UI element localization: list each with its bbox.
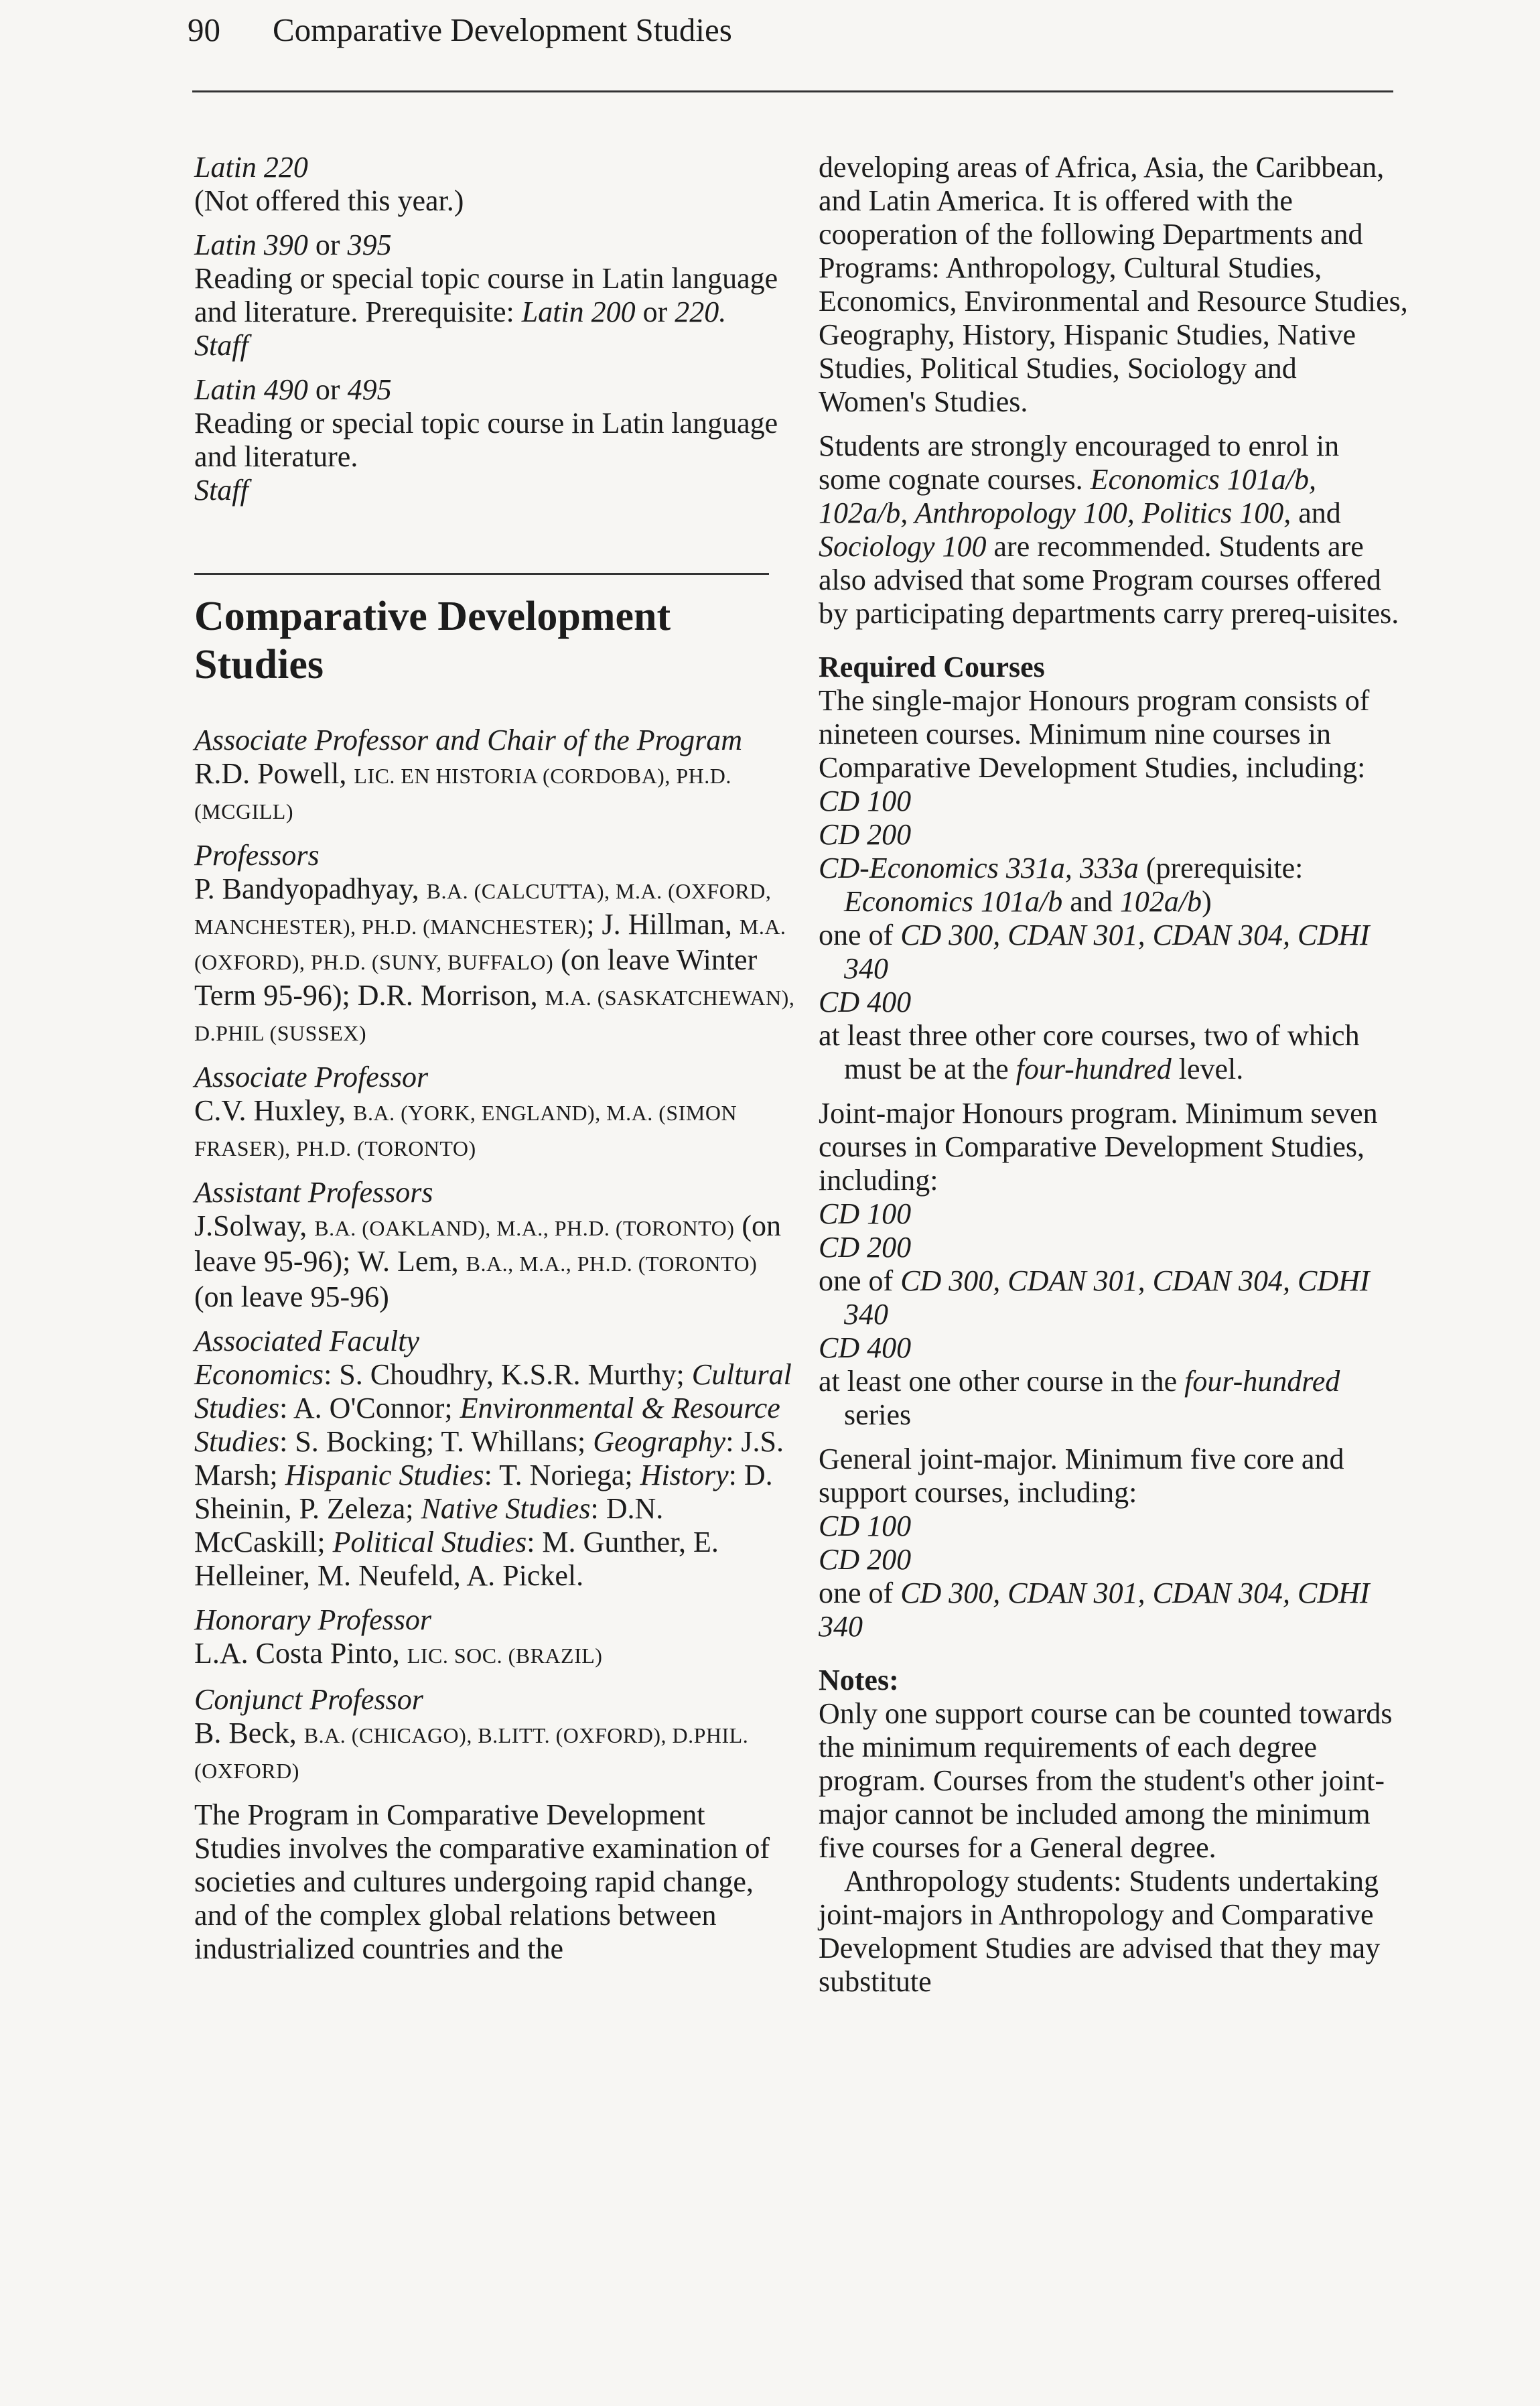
cognate-text-2: are recommended. Students are also advised that some Program courses offered by participating departments carry prereq-uisites. [819, 530, 1399, 630]
af-environmental-names: : S. Bocking; T. Whillans; [279, 1425, 593, 1458]
joint-other-text-2: series [844, 1398, 912, 1431]
honours-economics [819, 852, 1408, 919]
bandyopadhyay-name: P. Bandyopadhyay, [194, 872, 427, 905]
honours-economics-prereq-a: Economics 101a/b [844, 885, 1063, 918]
associate-entry [194, 1094, 797, 1165]
hillman-note: (on leave Winter Term 95-96); D.R. Morrison, [194, 943, 758, 1012]
program-intro: The Program in Comparative Development Studies involves the comparative examination of societies and cultures undergoing rapid change, and of the complex global relations between industrialized countries and the [194, 1798, 770, 1965]
af-political: Political Studies [332, 1526, 527, 1558]
honours-economics-and: and [1062, 885, 1120, 918]
associate-heading: Associate Professor [194, 1061, 429, 1093]
joint-other-text-1: at least one other course in the [819, 1365, 1185, 1398]
program-intro-continued: developing areas of Africa, Asia, the Caribbean, and Latin America. It is offered with the cooperation of the following Departments and Programs: Anthropology, Cultural Studies, Economics, Environmental and Resource Studies, Geography, History, Hispanic Studies, Native Studies, Political Studies, Sociology and Women's Studies. [819, 151, 1408, 418]
af-cultural-names: : A. O'Connor; [279, 1392, 460, 1424]
solway-credentials: B.A. (OAKLAND), M.A., PH.D. (TORONTO) [314, 1216, 735, 1240]
af-economics-names: : S. Choudhry, K.S.R. Murthy; [324, 1358, 692, 1391]
joint-cd200: CD 200 [819, 1231, 912, 1264]
required-heading: Required Courses [819, 651, 1045, 683]
running-title: Comparative Development Studies [273, 11, 732, 48]
solway-name: J.Solway, [194, 1209, 315, 1242]
honours-economics-close: ) [1202, 885, 1212, 918]
assistant-entry [194, 1209, 797, 1314]
chair-entry [194, 757, 797, 828]
notes-heading: Notes: [819, 1664, 899, 1696]
af-political-names: : M. Gunther, E. Helleiner, M. Neufeld, A. Pickel. [194, 1526, 719, 1592]
beck-name: B. Beck, [194, 1717, 304, 1749]
general-one-of-label: one of [819, 1577, 901, 1609]
cognate-sociology: Sociology 100 [819, 530, 987, 563]
honours-core-level: four-hundred [1016, 1053, 1172, 1085]
professors-entry [194, 872, 797, 1050]
af-native-names: : D.N. McCaskill; [194, 1492, 664, 1558]
latin-490-or: or [307, 373, 348, 406]
right-column [819, 151, 1408, 1999]
running-header [188, 7, 732, 54]
huxley-credentials: B.A. (YORK, ENGLAND), M.A. (SIMON FRASER), PH.D. (TORONTO) [194, 1101, 738, 1160]
honours-cd200: CD 200 [819, 818, 912, 851]
honours-core-text-2: level. [1171, 1053, 1244, 1085]
latin-390-title [194, 228, 797, 262]
latin-490-title [194, 373, 797, 407]
joint-one-of-label: one of [819, 1264, 901, 1297]
powell-name: R.D. Powell, [194, 757, 354, 790]
honorary-entry [194, 1637, 797, 1672]
cognate-text-1: Students are strongly encouraged to enrol in some cognate courses. [819, 429, 1340, 496]
af-economics: Economics [194, 1358, 324, 1391]
honours-one-of [819, 919, 1408, 986]
cognate-and: and [1291, 496, 1341, 529]
morrison-credentials: M.A. (SASKATCHEWAN), D.PHIL (SUSSEX) [194, 986, 795, 1045]
latin-390-or: or [307, 228, 348, 261]
latin-390-description [194, 262, 797, 329]
powell-credentials: LIC. EN HISTORIA (CORDOBA), PH.D. (MCGILL) [194, 764, 731, 823]
huxley-name: C.V. Huxley, [194, 1094, 354, 1127]
cognate-advice [819, 429, 1408, 630]
hillman-credentials: M.A. (OXFORD), PH.D. (SUNY, BUFFALO) [194, 915, 786, 974]
beck-credentials: B.A. (CHICAGO), B.LITT. (OXFORD), D.PHIL. (OXFORD) [194, 1723, 749, 1783]
associated-heading: Associated Faculty [194, 1325, 420, 1357]
af-geography-names: : J.S. Marsh; [194, 1425, 784, 1491]
general-one-of [819, 1577, 1408, 1644]
af-native: Native Studies [421, 1492, 591, 1525]
af-hispanic: Hispanic Studies [285, 1459, 484, 1491]
header-rule [192, 90, 1393, 92]
solway-note: (on leave 95-96); W. Lem, [194, 1209, 781, 1278]
section-title: Comparative Development Studies [194, 594, 671, 687]
honours-cd100: CD 100 [819, 785, 912, 817]
hillman-name: ; J. Hillman, [586, 908, 740, 941]
honours-economics-courses: CD-Economics 331a, 333a [819, 852, 1139, 884]
honours-one-of-label: one of [819, 919, 901, 951]
af-geography: Geography [593, 1425, 726, 1458]
latin-390-b: 395 [347, 228, 392, 261]
honorary-heading: Honorary Professor [194, 1603, 432, 1636]
conjunct-entry [194, 1717, 797, 1788]
assistant-heading: Assistant Professors [194, 1176, 433, 1209]
left-column [194, 151, 797, 1966]
pinto-name: L.A. Costa Pinto, [194, 1637, 407, 1670]
af-history: History [640, 1459, 729, 1491]
general-cd100: CD 100 [819, 1510, 912, 1542]
honours-cd400: CD 400 [819, 986, 912, 1018]
honours-economics-prereq: (prerequisite: [1138, 852, 1304, 884]
latin-390-desc-text: Reading or special topic course in Latin language and literature. Prerequisite: [194, 262, 778, 328]
latin-220-title: Latin 220 [194, 151, 308, 184]
notes-paragraph-1: Only one support course can be counted towards the minimum requirements of each degree program. Courses from the student's other joint-major cannot be included among the minimum five courses for a General degree. [819, 1697, 1393, 1864]
af-hispanic-names: : T. Noriega; [484, 1459, 640, 1491]
conjunct-heading: Conjunct Professor [194, 1683, 423, 1716]
chair-heading: Associate Professor and Chair of the Program [194, 724, 743, 756]
latin-390-a: Latin 390 [194, 228, 308, 261]
joint-cd100: CD 100 [819, 1197, 912, 1230]
latin-390-prereq-or: or [635, 295, 675, 328]
joint-other [819, 1365, 1408, 1432]
associated-entry [194, 1358, 797, 1593]
bandyopadhyay-credentials: B.A. (CALCUTTA), M.A. (OXFORD, MANCHESTER), PH.D. (MANCHESTER) [194, 879, 772, 939]
latin-390-staff: Staff [194, 329, 249, 362]
joint-one-of [819, 1264, 1408, 1331]
latin-220-note: (Not offered this year.) [194, 184, 464, 217]
lem-note: (on leave 95-96) [194, 1280, 389, 1313]
af-cultural: Cultural Studies [194, 1358, 792, 1424]
honours-economics-prereq-b: 102a/b [1119, 885, 1202, 918]
honours-intro: The single-major Honours program consists of nineteen courses. Minimum nine courses in Comparative Development Studies, including: [819, 684, 1370, 784]
af-environmental: Environmental & Resource Studies [194, 1392, 780, 1458]
honours-core [819, 1019, 1408, 1086]
cognate-courses: Economics 101a/b, 102a/b, Anthropology 100, Politics 100, [819, 463, 1316, 529]
joint-one-of-courses: CD 300, CDAN 301, CDAN 304, CDHI 340 [844, 1264, 1370, 1331]
professors-heading: Professors [194, 839, 320, 872]
latin-490-staff: Staff [194, 474, 249, 507]
general-cd200: CD 200 [819, 1543, 912, 1576]
honours-one-of-courses: CD 300, CDAN 301, CDAN 304, CDHI 340 [844, 919, 1370, 985]
af-history-names: : D. Sheinin, P. Zeleza; [194, 1459, 773, 1525]
page-number: 90 [188, 11, 220, 48]
honours-core-text-1: at least three other core courses, two of which must be at the [819, 1019, 1360, 1085]
section-rule [194, 573, 769, 575]
pinto-credentials: LIC. SOC. (BRAZIL) [407, 1644, 603, 1668]
general-intro: General joint-major. Minimum five core and support courses, including: [819, 1443, 1344, 1509]
lem-credentials: B.A., M.A., PH.D. (TORONTO) [466, 1252, 758, 1276]
latin-490-b: 495 [347, 373, 392, 406]
latin-490-a: Latin 490 [194, 373, 308, 406]
notes-paragraph-2: Anthropology students: Students undertaking joint-majors in Anthropology and Comparative Development Studies are advised that they may substitute [819, 1865, 1381, 1998]
joint-intro: Joint-major Honours program. Minimum seven courses in Comparative Development Studies, including: [819, 1097, 1378, 1197]
latin-490-description: Reading or special topic course in Latin language and literature. [194, 407, 778, 473]
latin-390-prereq-b: 220. [675, 295, 727, 328]
joint-cd400: CD 400 [819, 1331, 912, 1364]
joint-other-level: four-hundred [1184, 1365, 1340, 1398]
general-one-of-courses: CD 300, CDAN 301, CDAN 304, CDHI 340 [819, 1577, 1370, 1643]
latin-390-prereq-a: Latin 200 [521, 295, 636, 328]
